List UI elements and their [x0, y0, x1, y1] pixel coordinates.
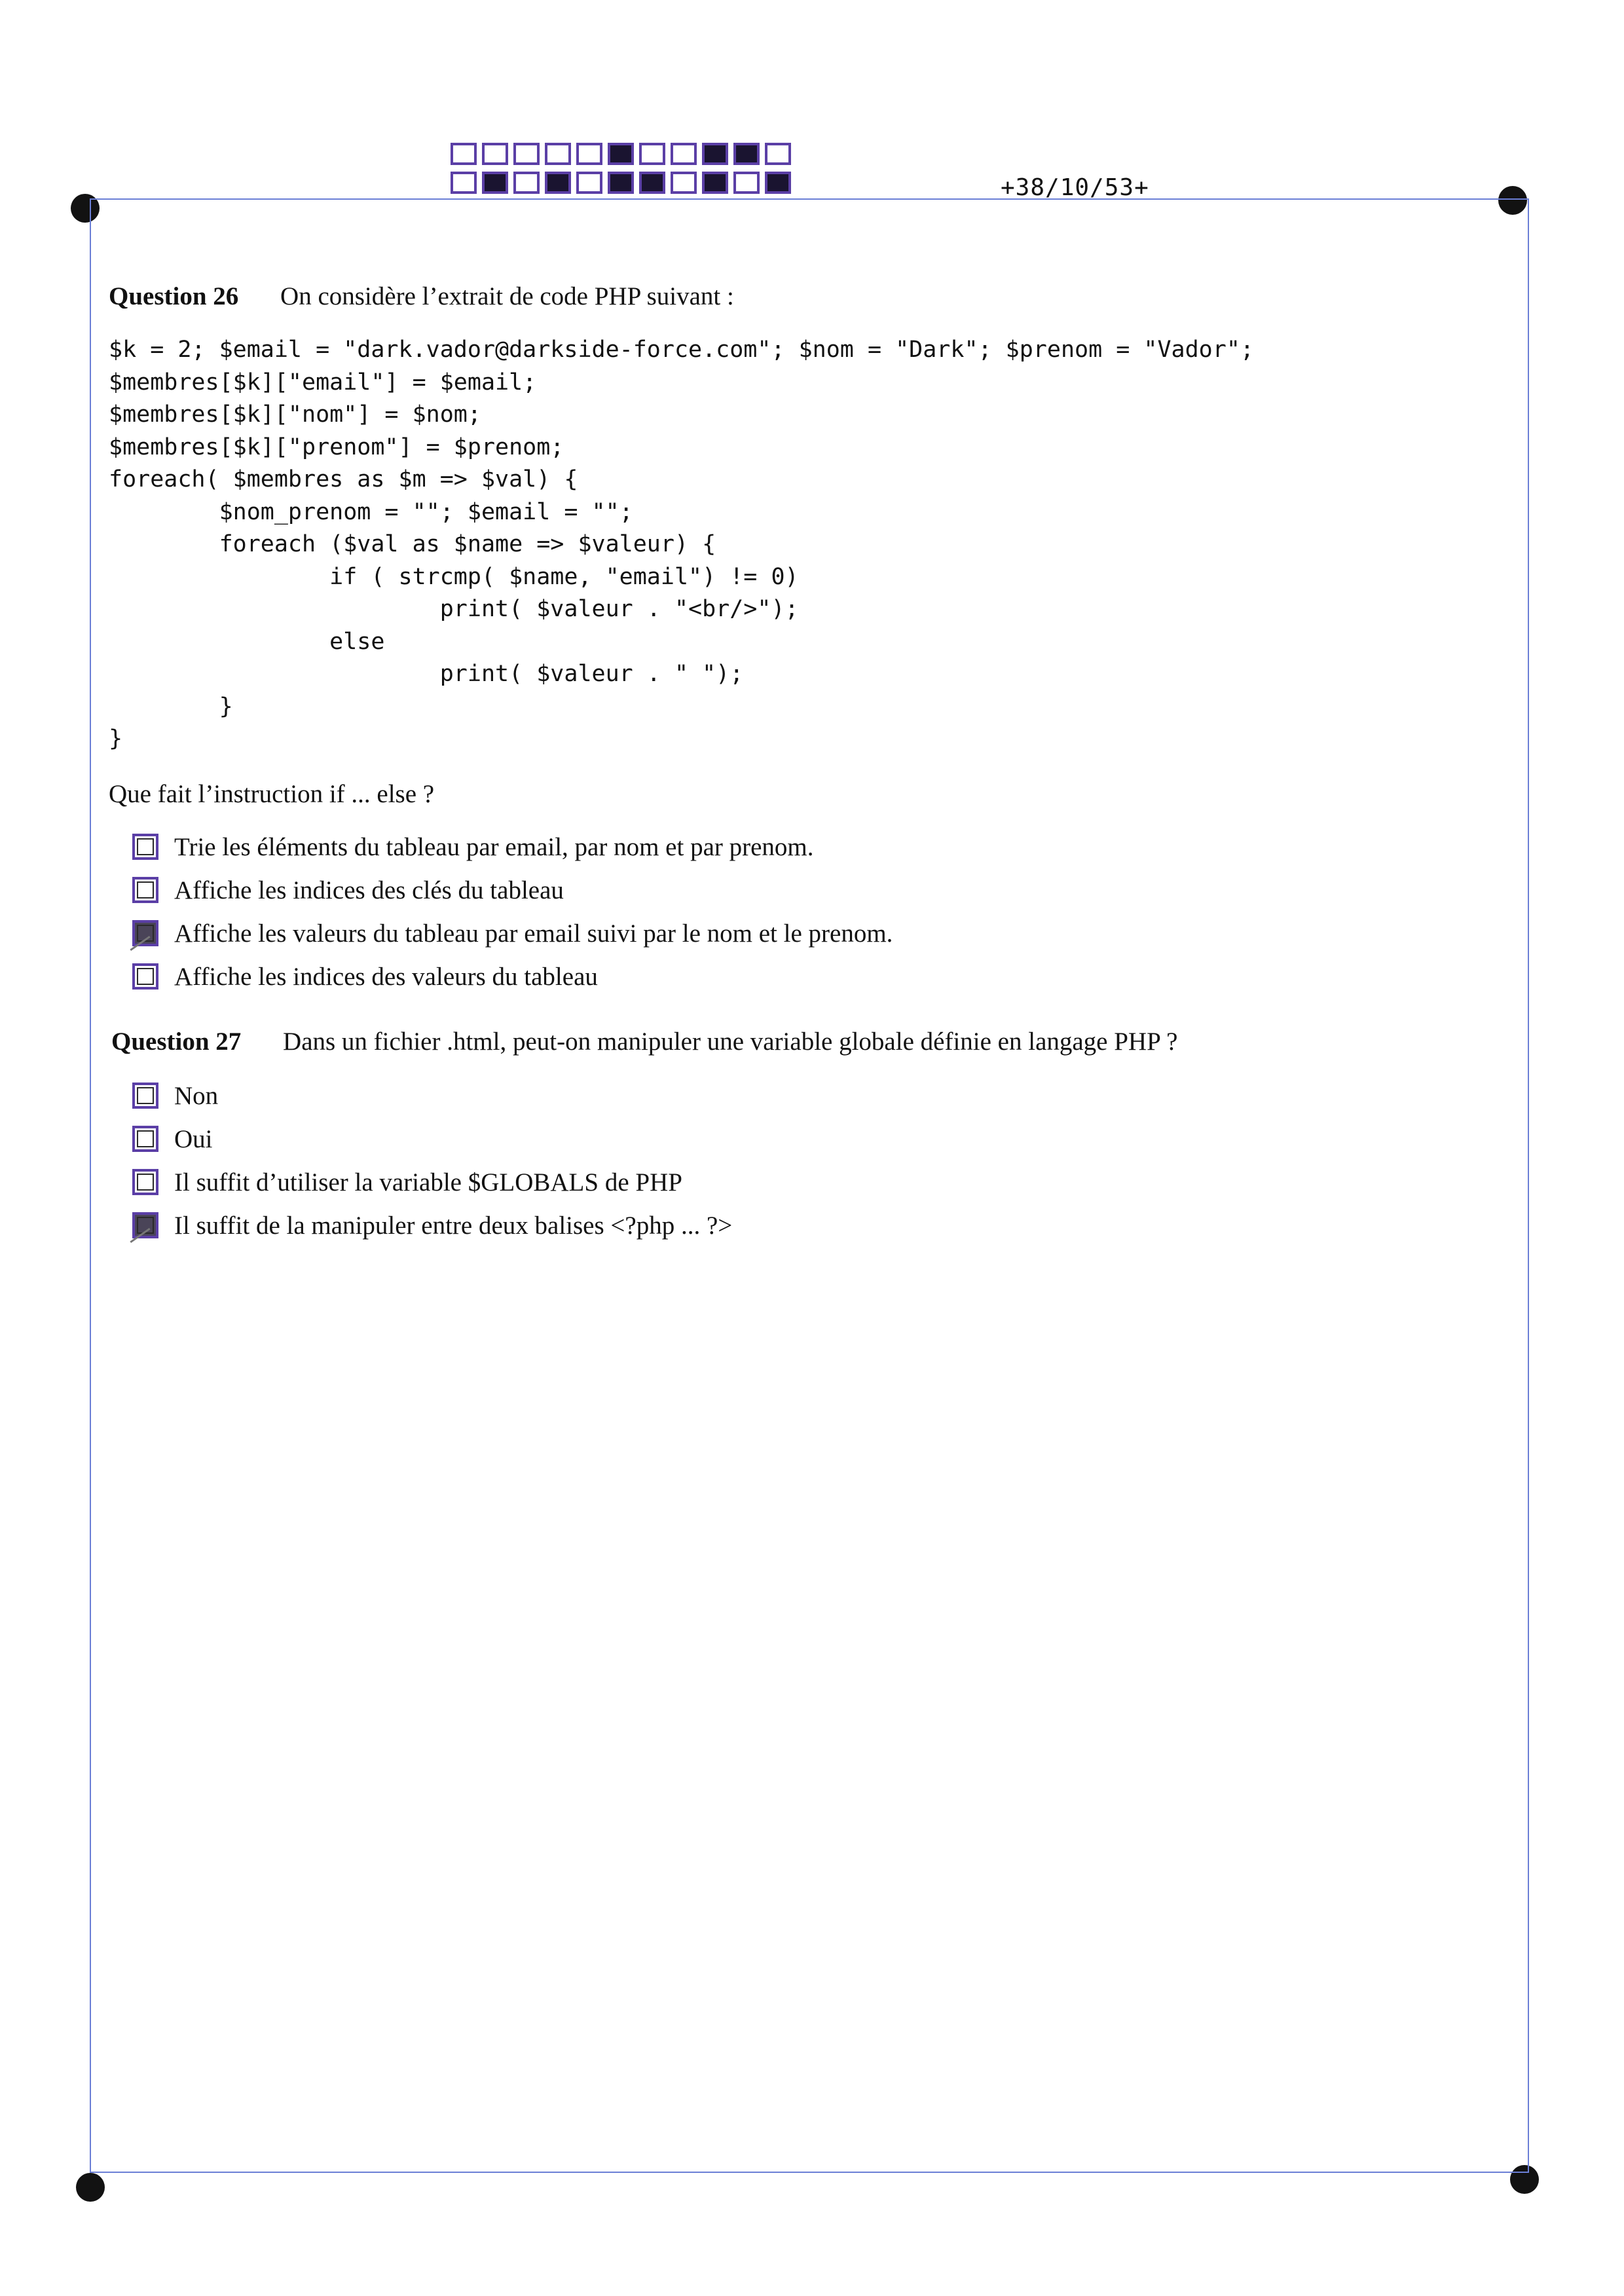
page-code-box [765, 143, 791, 165]
answer-option[interactable] [132, 1074, 732, 1117]
code-line: $membres[$k]["prenom"] = $prenom; [109, 434, 564, 460]
page-code-box [482, 172, 508, 194]
page-code-box [702, 172, 728, 194]
code-line: } [109, 726, 123, 752]
code-line: $k = 2; $email = "dark.vador@darkside-force.com"; $nom = "Dark"; $prenom = "Vador"; [109, 337, 1254, 363]
page-code-box [639, 172, 665, 194]
page-code-box [733, 172, 760, 194]
page-code-row-1 [451, 143, 791, 165]
answer-option[interactable] [132, 912, 893, 955]
answer-label: Affiche les valeurs du tableau par email suivi par le nom et le prenom. [174, 919, 893, 948]
answer-option[interactable] [132, 1117, 732, 1160]
page-code-box [451, 172, 477, 194]
code-line: foreach ($val as $name => $valeur) { [109, 531, 716, 557]
code-line: $nom_prenom = ""; $email = ""; [109, 498, 633, 525]
answer-label: Oui [174, 1124, 213, 1153]
page-code-box [576, 172, 602, 194]
code-line: foreach( $membres as $m => $val) { [109, 466, 578, 492]
page-code-box [608, 143, 634, 165]
answer-checkbox[interactable] [132, 963, 158, 990]
answer-checkbox[interactable] [132, 920, 158, 946]
question-27-header [111, 1027, 1177, 1056]
answer-checkbox[interactable] [132, 834, 158, 860]
answer-checkbox[interactable] [132, 1169, 158, 1195]
answer-label: Affiche les indices des valeurs du tableau [174, 962, 598, 991]
page-code-box [513, 143, 540, 165]
answer-label: Il suffit d’utiliser la variable $GLOBALS de PHP [174, 1168, 682, 1196]
answer-label: Non [174, 1081, 219, 1110]
page-code-box [451, 143, 477, 165]
code-line: } [109, 693, 233, 720]
code-line: if ( strcmp( $name, "email") != 0) [109, 563, 799, 590]
page-code-box [608, 172, 634, 194]
answer-checkbox[interactable] [132, 877, 158, 903]
answer-option[interactable] [132, 868, 893, 912]
page-id: +38/10/53+ [1001, 174, 1149, 201]
question-26-header [109, 282, 734, 311]
page-code-row-2 [451, 172, 791, 194]
code-line: print( $valeur . "<br/>"); [109, 596, 799, 622]
php-code-block [109, 334, 1254, 756]
answer-label: Affiche les indices des clés du tableau [174, 876, 564, 904]
page-code-box [671, 172, 697, 194]
page-code-box [671, 143, 697, 165]
answer-option[interactable] [132, 1160, 732, 1204]
page-code-box [765, 172, 791, 194]
page-code-box [702, 143, 728, 165]
question-text: On considère l’extrait de code PHP suivant : [280, 282, 734, 310]
code-line: else [109, 628, 385, 655]
answer-checkbox[interactable] [132, 1083, 158, 1109]
page-code-box [482, 143, 508, 165]
code-line: print( $valeur . " "); [109, 661, 744, 687]
answer-option[interactable] [132, 1204, 732, 1247]
page-code-box [576, 143, 602, 165]
corner-mark-bottom-left [76, 2173, 105, 2202]
answer-label: Il suffit de la manipuler entre deux balises <?php ... ?> [174, 1211, 733, 1240]
question-26-answers [132, 825, 893, 998]
question-number: Question 27 [111, 1028, 242, 1056]
code-line: $membres[$k]["nom"] = $nom; [109, 401, 481, 428]
answer-option[interactable] [132, 825, 893, 868]
page-code-box [545, 172, 571, 194]
page-code-block [451, 143, 791, 194]
question-text: Dans un fichier .html, peut-on manipuler une variable globale définie en langage PHP ? [283, 1028, 1178, 1056]
answer-checkbox[interactable] [132, 1126, 158, 1152]
answer-label: Trie les éléments du tableau par email, par nom et par prenom. [174, 832, 814, 861]
page-code-box [733, 143, 760, 165]
question-26-prompt: Que fait l’instruction if ... else ? [109, 780, 435, 808]
page-code-box [639, 143, 665, 165]
answer-checkbox[interactable] [132, 1212, 158, 1238]
question-27-answers [132, 1074, 732, 1247]
page-code-box [513, 172, 540, 194]
answer-option[interactable] [132, 955, 893, 998]
question-number: Question 26 [109, 282, 239, 310]
page-code-box [545, 143, 571, 165]
code-line: $membres[$k]["email"] = $email; [109, 369, 537, 396]
